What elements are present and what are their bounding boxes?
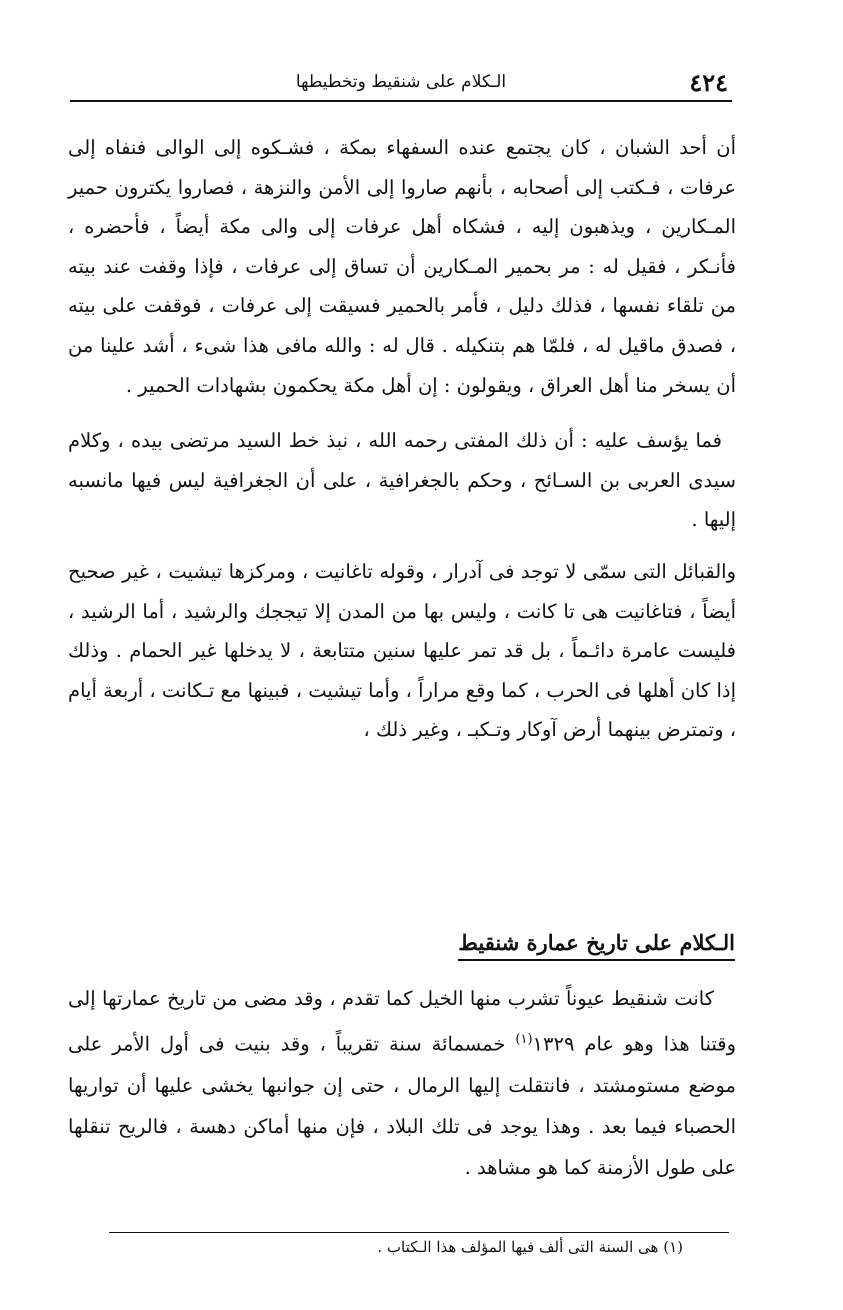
paragraph: [68, 978, 736, 1188]
paragraph: والقبائل التى سمّى لا توجد فى آدرار ، وقوله تاغانيت ، ومركزها تيشيت ، غير صحيح أيضاً ، فتاغانيت هى تا كانت ، وليس بها من المدن إلا تيججك والرشيد ، أما الرشيد ، فليست عامرة دائـماً ، بل قد تمر عليها سنين متتابعة ، لا يدخلها غير الحمام . وذلك إذا كان أهلها فى الحرب ، كما وقع مراراً ، وأما تيشيت ، فبينها مع تـكانت ، أربعة أيام ، وتمترض بينهما أرض آوكار وتـكبـ ، وغير ذلك ،: [68, 559, 736, 742]
paragraph-text: كانت شنقيط عيوناً تشرب منها الخيل كما تقدم ، وقد مضى من تاريخ عمارتها إلى وقتنا هذا وهو عام ١٣٢٩: [68, 987, 736, 1056]
page-number: ٤٢٤: [689, 68, 728, 97]
footnote: (١) هى السنة التى ألف فيها المؤلف هذا الـكتاب .: [377, 1238, 683, 1256]
paragraph: أن أحد الشبان ، كان يجتمع عنده السفهاء بمكة ، فشـكوه إلى الوالى فنفاه إلى عرفات ، فـكتب إلى أصحابه ، بأنهم صاروا إلى الأمن والنزهة ، فصاروا يكترون حمير المـكارين ، ويذهبون إليه ، فشكاه أهل عرفات إلى والى مكة أيضاً ، فأحضره ، فأنـكر ، فقيل له : مر بحمير المـكارين أن تساق إلى عرفات ، فإذا وقفت عند بيته من تلقاء نفسها ، فذلك دليل ، فأمر بالحمير فسيقت إلى عرفات ، فوقفت على بيته ، فصدق ماقيل له ، فلمّا هم بتنكيله . قال له : والله مافى هذا شىء ، أشد علينا من أن يسخر منا أهل العراق ، ويقولون : إن أهل مكة يحكمون بشهادات الحمير .: [68, 136, 736, 397]
section-text: [68, 978, 736, 1188]
section-heading: الـكلام على تاريخ عمارة شنقيط: [458, 930, 735, 961]
running-header: [70, 66, 732, 102]
paragraph-text: خمسمائة سنة تقريباً ، وقد بنيت فى أول الأمر على موضع مستومشتد ، فانتقلت إليها الرمال ، حتى إن جوانبها يخشى عليها أن تواريها الحصباء فيما بعد . وهذا يوجد فى تلك البلاد ، فإن منها أماكن دهسة ، فالريح تنقلها على طول الأزمنة كما هو مشاهد .: [68, 1032, 736, 1179]
main-text: [68, 128, 736, 750]
paragraph: فما يؤسف عليه : أن ذلك المفتى رحمه الله ، نبذ خط السيد مرتضى بيده ، وكلام سيدى العربى بن السـائح ، وحكم بالجغرافية ، على أن الجغرافية ليس فيها مانسبه إليها .: [68, 429, 736, 532]
running-title: الـكلام على شنقيط وتخطيطها: [295, 72, 507, 92]
footnote-marker: (١): [515, 1032, 533, 1047]
footnote-divider: [109, 1232, 729, 1233]
